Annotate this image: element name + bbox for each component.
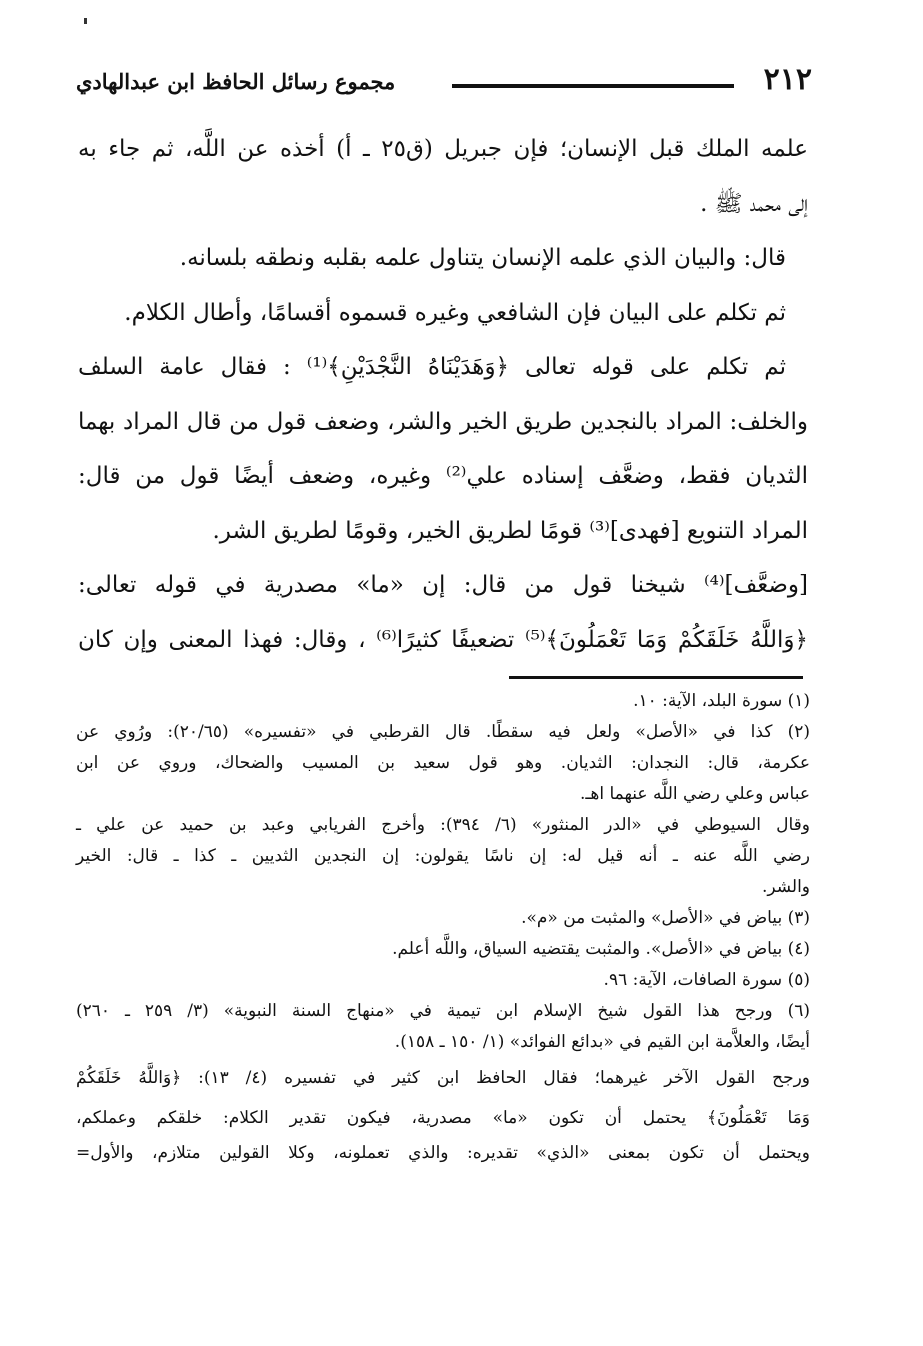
footnote-line: (٢) كذا في «الأصل» ولعل فيه سقطًا. قال القرطبي في «تفسيره» (٢٠/٦٥): ورُوي عن bbox=[76, 722, 810, 742]
page-header bbox=[76, 62, 812, 102]
footnote-divider bbox=[509, 676, 803, 679]
text-line: [وضعَّف]⁽⁴⁾ شيخنا قول من قال: إن «ما» مصدرية في قوله تعالى: bbox=[78, 572, 808, 598]
footnote-line: وقال السيوطي في «الدر المنثور» (٦/ ٣٩٤): وأخرج الفريابي وعبد بن حميد عن علي ـ bbox=[76, 815, 810, 835]
running-title: مجموع رسائل الحافظ ابن عبدالهادي bbox=[76, 69, 396, 94]
text-line: ﴿وَاللَّهُ خَلَقَكُمْ وَمَا تَعْمَلُونَ﴾⁽⁵⁾ تضعيفًا كثيرًا⁽⁶⁾ ، وقال: فهذا المعنى وإن كان bbox=[78, 626, 808, 653]
text-line: ثم تكلم على قوله تعالى ﴿وَهَدَيْنَاهُ النَّجْدَيْنِ﴾⁽¹⁾ : فقال عامة السلف bbox=[78, 354, 786, 380]
footnote-line: (٤) بياض في «الأصل». والمثبت يقتضيه السياق، واللَّه أعلم. bbox=[392, 939, 810, 959]
footnotes bbox=[76, 686, 810, 1169]
page-number: ٢١٢ bbox=[763, 62, 812, 97]
footnote-line: رضي اللَّه عنه ـ أنه قيل له: إن ناسًا يقولون: إن النجدين الثديين ـ كذا ـ قال: الخير bbox=[76, 846, 810, 866]
footnote-line: (٦) ورجح هذا القول شيخ الإسلام ابن تيمية في «منهاج السنة النبوية» (٣/ ٢٥٩ ـ ٢٦٠) bbox=[76, 1001, 810, 1021]
text-line: المراد التنويع [فهدى]⁽³⁾ قومًا لطريق الخير، وقومًا لطريق الشر. bbox=[212, 517, 808, 544]
footnote-line: (٥) سورة الصافات، الآية: ٩٦. bbox=[603, 970, 810, 990]
footnote-line: (٣) بياض في «الأصل» والمثبت من «م». bbox=[521, 908, 810, 928]
text-line: قال: والبيان الذي علمه الإنسان يتناول علمه بقلبه ونطقه بلسانه. bbox=[179, 245, 786, 271]
scan-mark bbox=[84, 18, 87, 24]
text-line: الثديان فقط، وضعَّف إسناده علي⁽²⁾ وغيره، وضعف أيضًا قول من قال: bbox=[78, 463, 808, 489]
header-divider bbox=[452, 84, 734, 88]
footnote-line: ورجح القول الآخر غيرهما؛ فقال الحافظ ابن كثير في تفسيره (٤/ ١٣): ﴿وَاللَّهُ خَلَقَكُمْ bbox=[76, 1068, 810, 1088]
text-line: علمه الملك قبل الإنسان؛ فإن جبريل (ق٢٥ ـ أ) أخذه عن اللَّه، ثم جاء به bbox=[78, 136, 808, 162]
footnote-line: والشر. bbox=[761, 877, 810, 897]
text-line: ثم تكلم على البيان فإن الشافعي وغيره قسموه أقسامًا، وأطال الكلام. bbox=[124, 299, 786, 326]
text-line: إلى محمد ﷺ . bbox=[700, 190, 808, 217]
footnote-line: (١) سورة البلد، الآية: ١٠. bbox=[633, 691, 810, 711]
main-text bbox=[78, 122, 808, 667]
footnote-line: وَمَا تَعْمَلُونَ﴾ يحتمل أن تكون «ما» مصدرية، فيكون تقدير الكلام: خلقكم وعملكم، bbox=[76, 1108, 810, 1128]
footnote-line: عكرمة، قال: النجدان: الثديان. وهو قول سعيد بن المسيب والضحاك، وروي عن ابن bbox=[76, 753, 810, 773]
footnote-line: أيضًا، والعلاَّمة ابن القيم في «بدائع الفوائد» (١/ ١٥٠ ـ ١٥٨). bbox=[394, 1032, 810, 1052]
footnote-line: عباس وعلي رضي اللَّه عنهما اهـ. bbox=[579, 784, 810, 804]
footnote-line: ويحتمل أن تكون بمعنى «الذي» تقديره: والذي تعملونه، وكلا القولين متلازم، والأول= bbox=[76, 1143, 810, 1163]
text-line: والخلف: المراد بالنجدين طريق الخير والشر، وضعف قول من قال المراد بهما bbox=[78, 408, 808, 435]
